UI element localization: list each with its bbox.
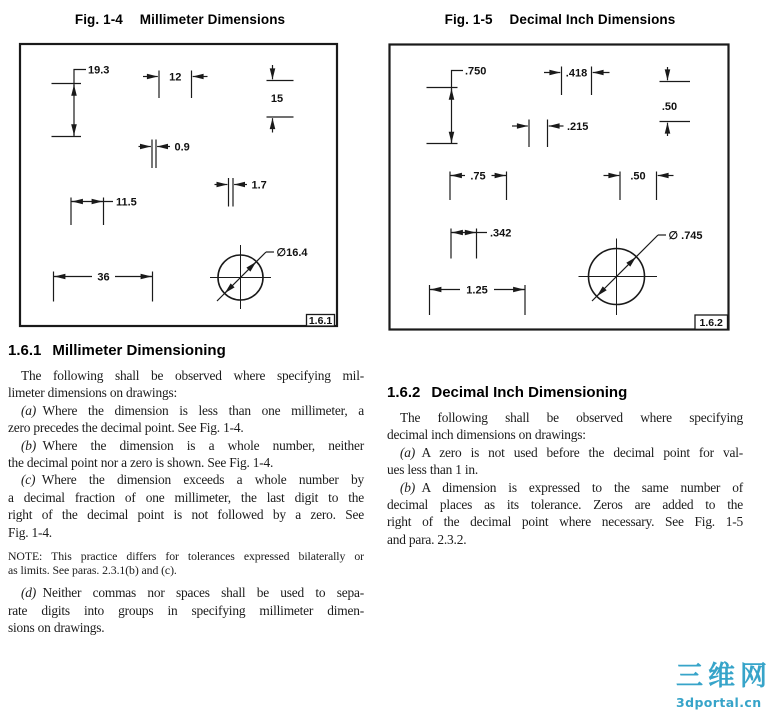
- dim-label-1-25: 1.25: [466, 284, 488, 297]
- section-1-6-2-number: 1.6.2: [387, 384, 421, 401]
- paragraph-line: sions on drawings.: [8, 620, 105, 636]
- dim-50-mid: [604, 171, 674, 201]
- dim-label-36: 36: [97, 271, 110, 284]
- paragraph: [8, 471, 364, 541]
- section-1-6-2-heading: [387, 384, 743, 401]
- dim-label-12: 12: [169, 71, 182, 84]
- paragraph-line: the decimal point nor a zero is shown. See Fig. 1-4.: [8, 455, 274, 471]
- circle-dim-16-4: [210, 245, 308, 309]
- dim-50-top: [660, 67, 691, 136]
- watermark-site-text: 3dportal.cn: [676, 695, 762, 710]
- dim-12: [143, 71, 208, 99]
- dim-1-7: [215, 178, 267, 207]
- paragraph-line: (b) A dimension is expressed to the same number of: [400, 479, 743, 495]
- dim-15: [267, 65, 294, 133]
- dim-label-75: .75: [470, 170, 486, 183]
- paragraph-line: (c) Where the dimension exceeds a whole number by: [21, 472, 364, 488]
- fig-1-5-title-text: Decimal Inch Dimensions: [509, 12, 676, 27]
- fig-1-4-tag-label: 1.6.1: [308, 315, 333, 327]
- dim-750: [427, 66, 487, 144]
- dim-215: [512, 120, 588, 148]
- section-1-6-1-heading: [8, 342, 364, 359]
- section-1-6-2-body: [387, 409, 743, 548]
- section-1-6-1: [8, 342, 364, 637]
- fig-1-5-title: [380, 12, 740, 27]
- paragraph: [387, 444, 743, 479]
- fig-1-5-title-label: Fig. 1-5: [444, 12, 493, 27]
- paragraph-line: Fig. 1-4.: [8, 524, 52, 540]
- paragraph-line: The following shall be observed where specifying mil-: [21, 368, 364, 383]
- dim-label-11-5: 11.5: [116, 196, 137, 209]
- dim-19-3: [52, 65, 110, 137]
- dim-label-0-9: 0.9: [174, 141, 190, 154]
- dim-label-215: .215: [567, 121, 589, 133]
- paragraph-line: right of the decimal point is not followed by a zero. See: [8, 507, 364, 523]
- dim-label-50-top: .50: [661, 101, 678, 113]
- section-1-6-1-title: Millimeter Dimensioning: [52, 342, 226, 359]
- dim-342: [451, 228, 511, 259]
- dim-label-diameter-745: ∅ .745: [668, 230, 703, 242]
- paragraph-line: and para. 2.3.2.: [387, 531, 467, 547]
- fig-1-5-corner-tag: [695, 315, 728, 329]
- watermark: [676, 662, 776, 710]
- note-paragraph: [8, 549, 364, 577]
- fig-1-5-drawing: [380, 40, 740, 336]
- paragraph-line: decimal places as its tolerance. Zeros are added to the: [387, 497, 743, 513]
- fig-1-4-title-text: Millimeter Dimensions: [139, 12, 286, 27]
- paragraph-line: The following shall be observed where specifying: [400, 410, 743, 425]
- paragraph: [8, 437, 364, 472]
- paragraph-line: (a) Where the dimension is less than one millimeter, a: [21, 402, 364, 418]
- fig-1-4-corner-tag: [307, 315, 335, 328]
- circle-dim-745: [579, 230, 703, 315]
- paragraph-line: decimal inch dimensions on drawings:: [387, 427, 586, 443]
- dim-label-1-7: 1.7: [251, 179, 267, 192]
- dim-1-25: [430, 285, 526, 316]
- watermark-chinese-text: 三维网: [676, 661, 772, 692]
- paragraph-line: (d) Neither commas nor spaces shall be used to sepa-: [21, 585, 364, 601]
- paragraph-line: ues less than 1 in.: [387, 462, 479, 478]
- paragraph-line: (b) Where the dimension is a whole number, neither: [21, 437, 364, 453]
- paragraph-line: (a) A zero is not used before the decimal point for val-: [400, 444, 743, 460]
- section-1-6-1-number: 1.6.1: [8, 342, 42, 359]
- dim-label-342: .342: [490, 227, 512, 240]
- dim-36: [54, 272, 153, 302]
- dim-label-15: 15: [270, 93, 284, 105]
- fig-1-4-border: [20, 44, 337, 326]
- dim-0-9: [139, 140, 190, 169]
- paragraph-line: right of the decimal point where necessary. See Fig. 1-5: [387, 514, 743, 530]
- paragraph-line: limeter dimensions on drawings:: [8, 385, 177, 401]
- paragraph-line: zero precedes the decimal point. See Fig. 1-4.: [8, 420, 244, 436]
- paragraph-line: a decimal fraction of one millimeter, the last digit to the: [8, 489, 364, 505]
- paragraph: [8, 584, 364, 636]
- dim-label-750: .750: [465, 65, 487, 78]
- paragraph-line: as limits. See paras. 2.3.1(b) and (c).: [8, 563, 177, 578]
- fig-1-4-drawing: [8, 40, 352, 332]
- fig-1-4-title-label: Fig. 1-4: [74, 12, 123, 27]
- fig-1-5-tag-label: 1.6.2: [699, 316, 723, 329]
- paragraph: [387, 479, 743, 549]
- paragraph-line: NOTE: This practice differs for tolerances expressed bilaterally or: [8, 549, 364, 564]
- paragraph: [387, 409, 743, 444]
- fig-1-4-title: [8, 12, 352, 27]
- dim-label-diameter-16-4: ∅16.4: [276, 247, 308, 259]
- dim-label-418: .418: [565, 67, 588, 80]
- paragraph-line: rate digits into groups in specifying millimeter dimen-: [8, 602, 364, 618]
- section-1-6-2-title: Decimal Inch Dimensioning: [431, 384, 628, 401]
- dim-label-50-mid: .50: [630, 170, 646, 183]
- dim-label-19-3: 19.3: [88, 64, 110, 77]
- section-1-6-1-body: [8, 367, 364, 637]
- dim-11-5: [71, 197, 137, 226]
- dim-75: [450, 171, 507, 201]
- paragraph: [8, 367, 364, 402]
- dim-418: [544, 67, 610, 96]
- paragraph: [8, 402, 364, 437]
- section-1-6-2: [387, 384, 743, 548]
